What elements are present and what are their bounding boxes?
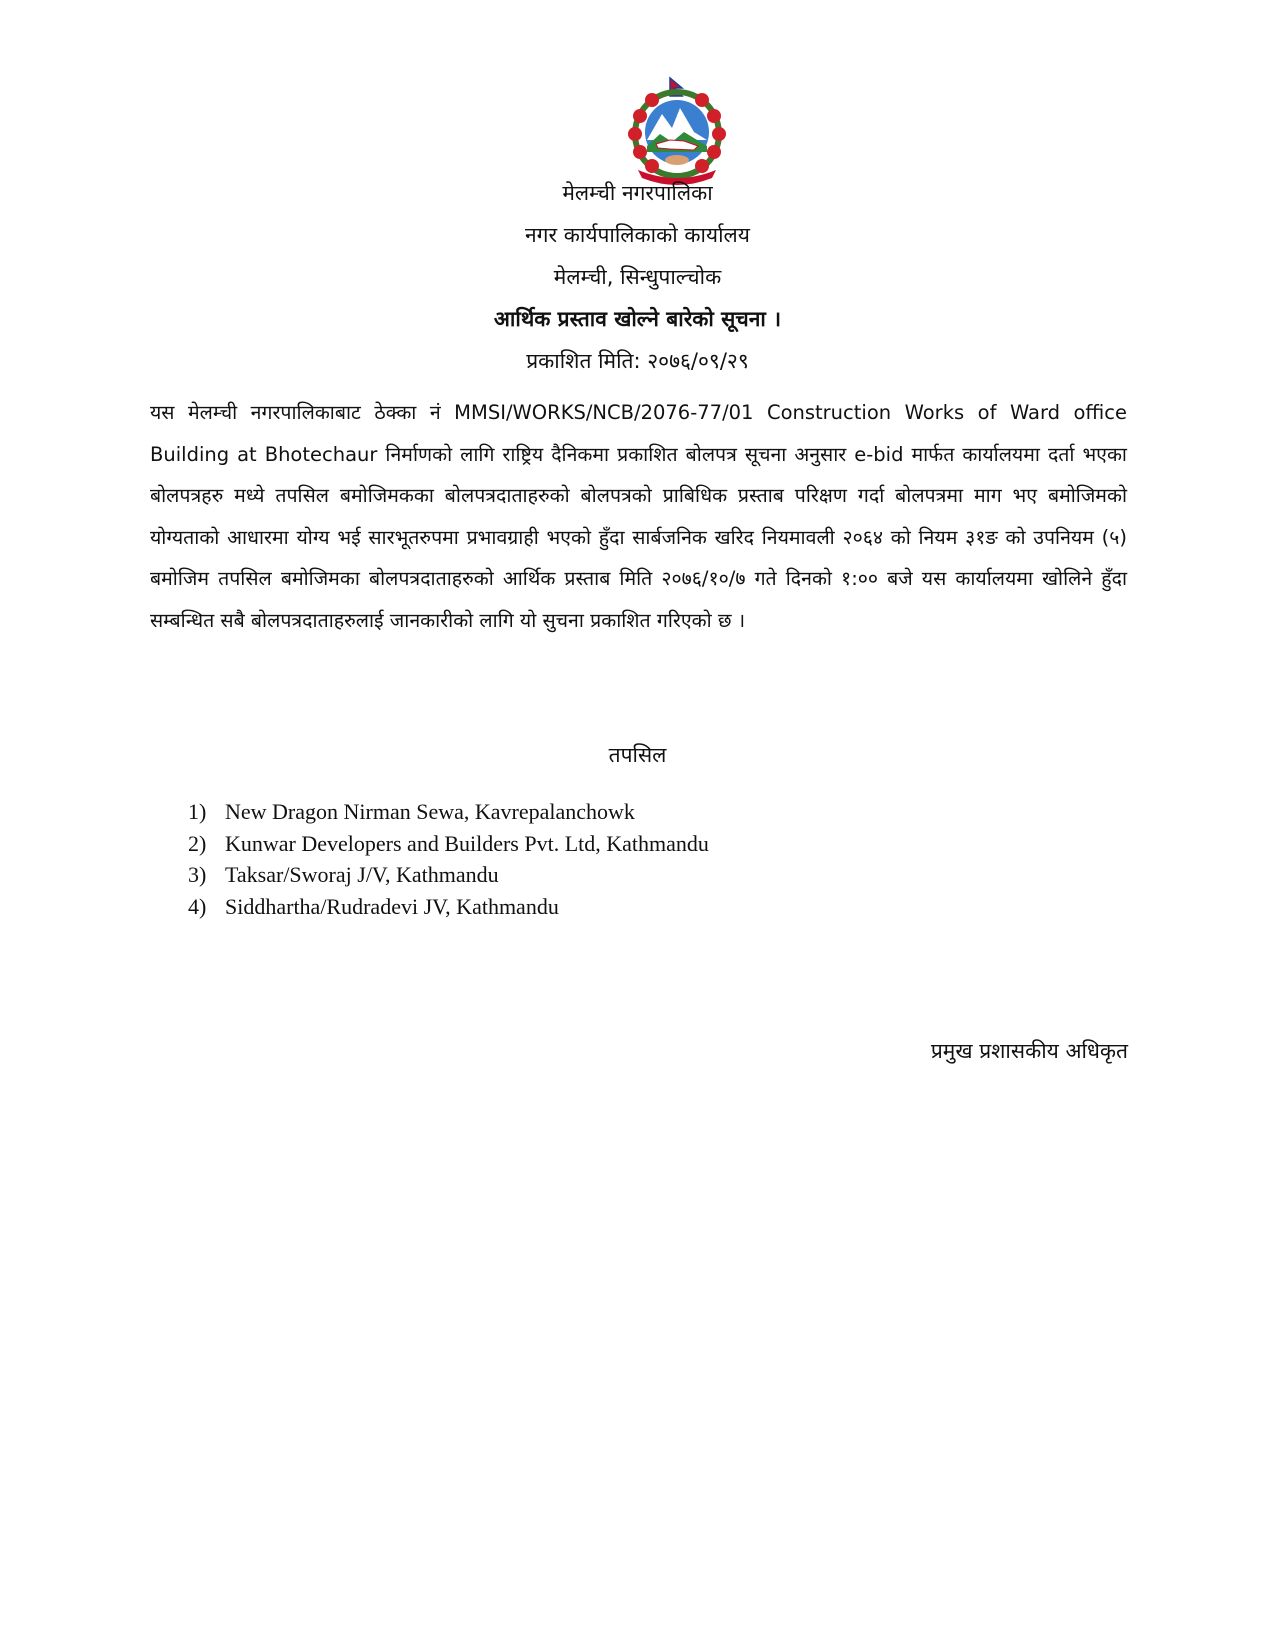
office-name: नगर कार्यपालिकाको कार्यालय — [525, 223, 750, 247]
annex-heading: तपसिल — [608, 743, 667, 767]
notice-title: आर्थिक प्रस्ताव खोल्ने बारेको सूचना । — [493, 307, 782, 331]
list-item — [188, 891, 709, 923]
bidder-name: New Dragon Nirman Sewa, Kavrepalanchowk — [225, 799, 635, 824]
office-address: मेलम्ची, सिन्धुपाल्चोक — [553, 265, 722, 289]
notice-header — [0, 172, 1275, 382]
bidder-name: Taksar/Sworaj J/V, Kathmandu — [225, 862, 499, 887]
list-item-number: 1) — [188, 799, 207, 824]
notice-paragraph: यस मेलम्ची नगरपालिकाबाट ठेक्का नं MMSI/WORKS/NCB/2076-77/01 Construction Works of Ward office Building at Bhotechaur निर्माणको लागि राष्ट्रिय दैनिकमा प्रकाशित बोलपत्र सूचना अनुसार e-bid मार्फत कार्यालयमा दर्ता भएका बोलपत्रहरु मध्ये तपसिल बमोजिमकका बोलपत्रदाताहरुको बोलपत्रको प्राबिधिक प्रस्ताब परिक्षण गर्दा बोलपत्रमा माग भए बमोजिमको योग्यताको आधारमा योग्य भई सारभूतरुपमा प्रभावग्राही भएको हुँदा सार्बजनिक खरिद नियमावली २०६४ को नियम ३१ङ को उपनियम (५) बमोजिम तपसिल बमोजिमका बोलपत्रदाताहरुको आर्थिक प्रस्ताब मिति २०७६/१०/७ गते दिनको १:०० बजे यस कार्यालयमा खोलिने हुँदा सम्बन्धित सबै बोलपत्रदाताहरुलाई जानकारीको लागि यो सुचना प्रकाशित गरिएको छ । — [150, 401, 1127, 632]
signature-title: प्रमुख प्रशासकीय अधिकृत — [930, 1039, 1128, 1063]
list-item — [188, 828, 709, 860]
list-item-number: 2) — [188, 830, 207, 856]
bidder-list — [188, 796, 709, 922]
list-item-number: 4) — [188, 893, 207, 919]
list-item-number: 3) — [188, 862, 207, 887]
bidder-name: Kunwar Developers and Builders Pvt. Ltd, Kathmandu — [225, 830, 709, 856]
nepal-emblem-icon — [620, 74, 734, 188]
published-date: प्रकाशित मिति: २०७६/०९/२९ — [526, 349, 749, 373]
municipality-name: मेलम्ची नगरपालिका — [562, 181, 713, 205]
bidder-name: Siddhartha/Rudradevi JV, Kathmandu — [225, 893, 559, 919]
list-item — [188, 859, 709, 891]
list-item — [188, 796, 709, 828]
